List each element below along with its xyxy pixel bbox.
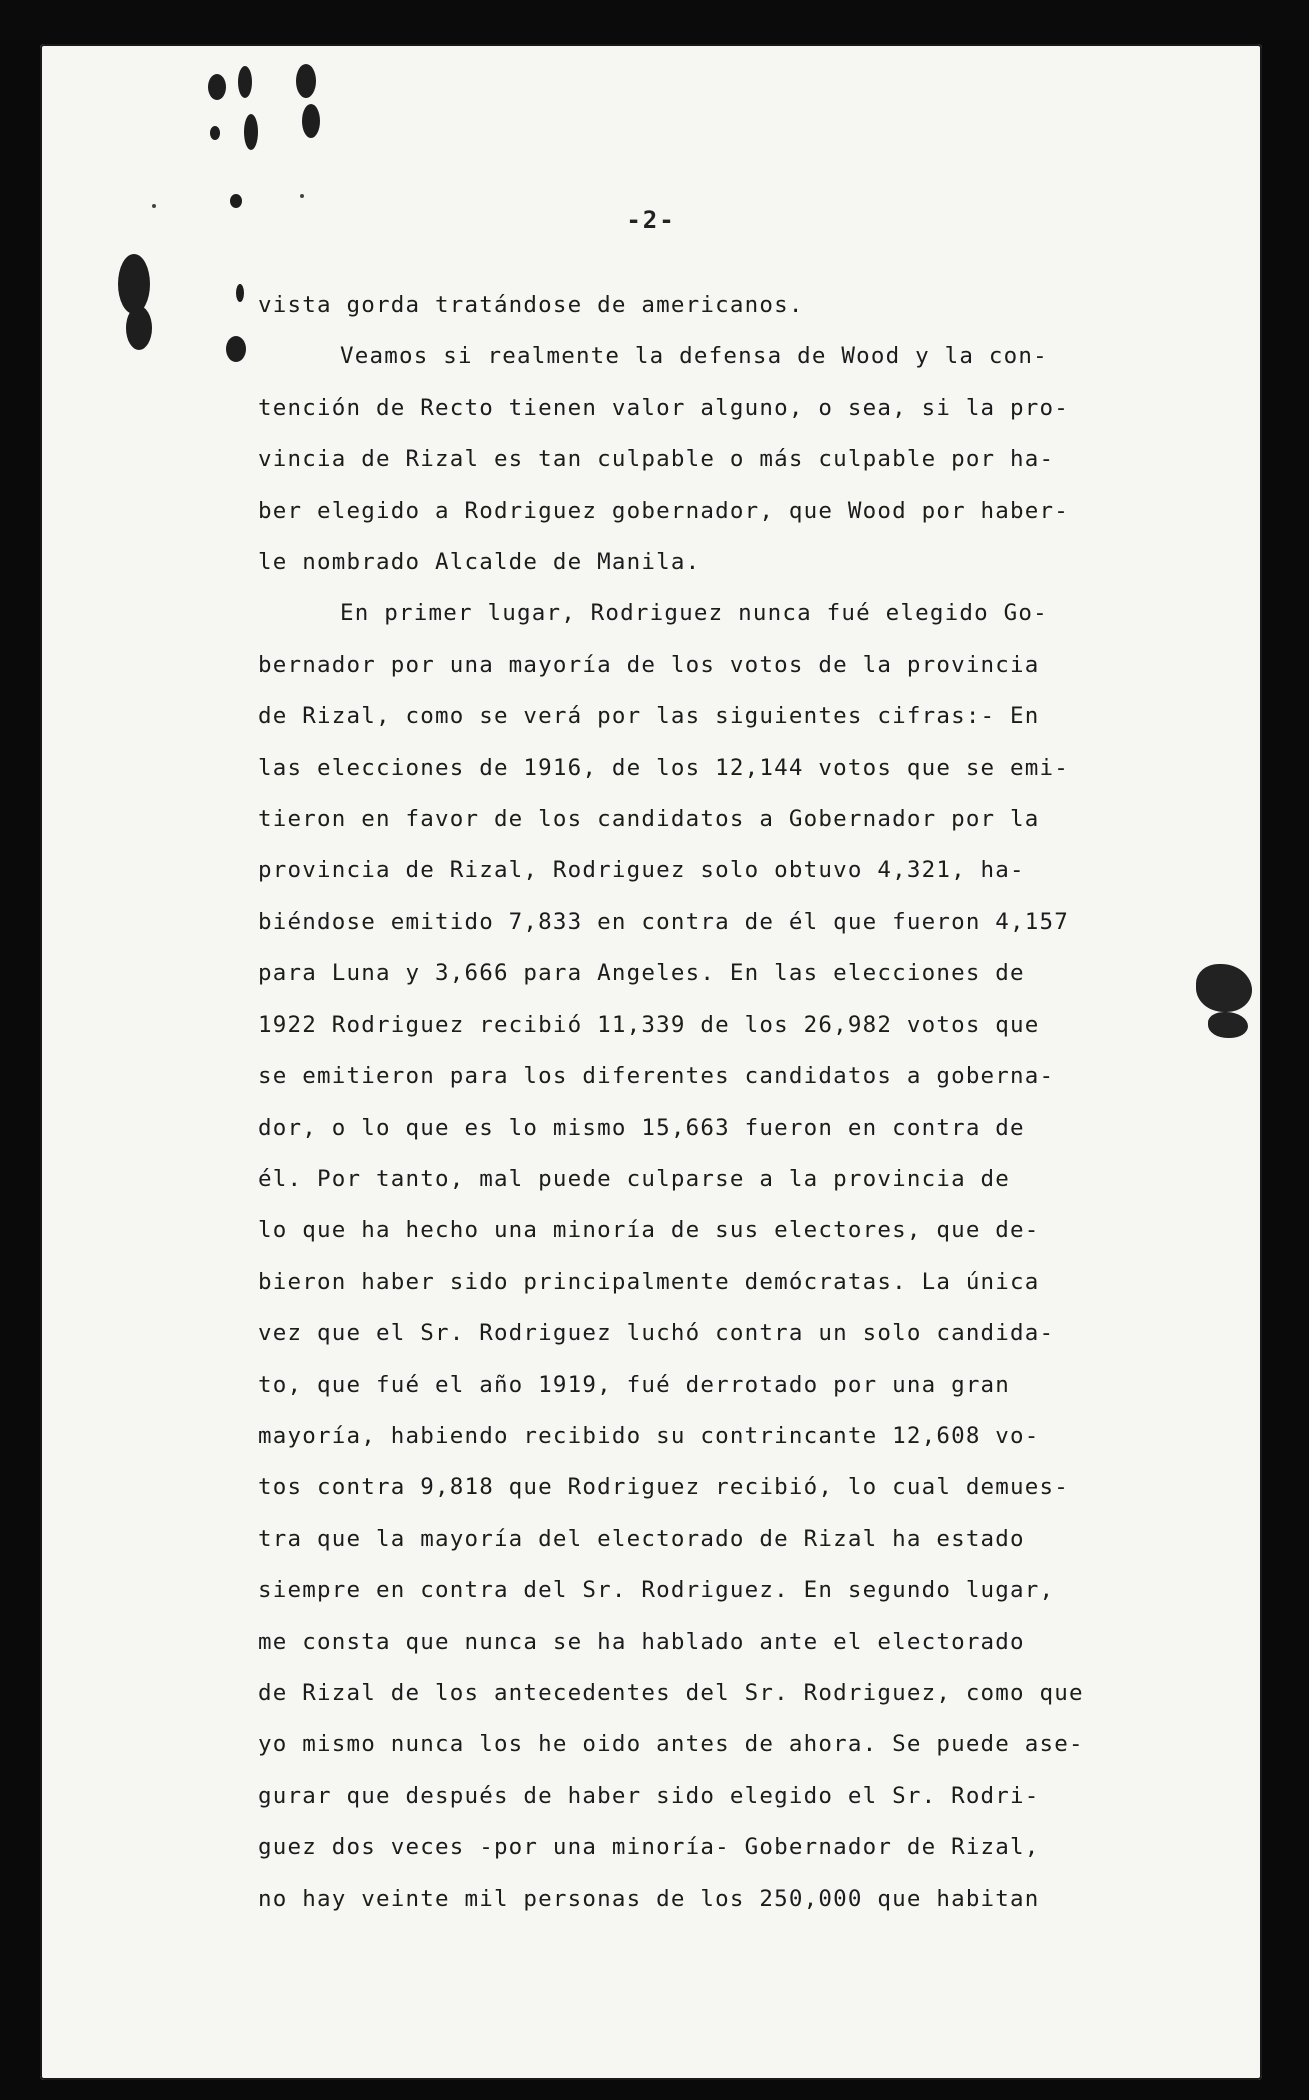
binding-mark bbox=[302, 104, 320, 138]
text-line: dor, o lo que es lo mismo 15,663 fueron en contra de bbox=[258, 1114, 1025, 1141]
binding-mark bbox=[236, 284, 244, 302]
text-line: le nombrado Alcalde de Manila. bbox=[258, 549, 701, 576]
text-line: de Rizal de los antecedentes del Sr. Rodriguez, como que bbox=[258, 1679, 1084, 1706]
text-line: se emitieron para los diferentes candidatos a goberna- bbox=[258, 1063, 1055, 1090]
text-line: bieron haber sido principalmente demócratas. La única bbox=[258, 1268, 1040, 1295]
text-line: Veamos si realmente la defensa de Wood y la con- bbox=[340, 343, 1048, 370]
text-line: las elecciones de 1916, de los 12,144 votos que se emi- bbox=[258, 754, 1070, 781]
text-line: provincia de Rizal, Rodriguez solo obtuvo 4,321, ha- bbox=[258, 857, 1025, 884]
binding-mark bbox=[210, 126, 220, 140]
text-line: tos contra 9,818 que Rodriguez recibió, lo cual demues- bbox=[258, 1474, 1070, 1501]
text-line: vez que el Sr. Rodriguez luchó contra un solo candida- bbox=[258, 1320, 1055, 1347]
text-line: de Rizal, como se verá por las siguientes cifras:- En bbox=[258, 703, 1040, 730]
text-line: no hay veinte mil personas de los 250,000 que habitan bbox=[258, 1885, 1040, 1912]
page-number: -2- bbox=[626, 206, 676, 234]
text-line: tención de Recto tienen valor alguno, o sea, si la pro- bbox=[258, 394, 1070, 421]
text-line: mayoría, habiendo recibido su contrincante 12,608 vo- bbox=[258, 1422, 1040, 1449]
binding-mark bbox=[208, 74, 226, 100]
speck bbox=[300, 194, 304, 198]
text-line: siempre en contra del Sr. Rodriguez. En segundo lugar, bbox=[258, 1577, 1055, 1604]
binding-mark bbox=[238, 66, 252, 98]
text-line: lo que ha hecho una minoría de sus electores, que de- bbox=[258, 1217, 1040, 1244]
text-line: guez dos veces -por una minoría- Gobernador de Rizal, bbox=[258, 1834, 1040, 1861]
text-line: ber elegido a Rodriguez gobernador, que Wood por haber- bbox=[258, 497, 1070, 524]
text-line: 1922 Rodriguez recibió 11,339 de los 26,982 votos que bbox=[258, 1011, 1040, 1038]
document-page bbox=[40, 44, 1262, 2080]
text-line: bernador por una mayoría de los votos de la provincia bbox=[258, 651, 1040, 678]
text-line: tra que la mayoría del electorado de Rizal ha estado bbox=[258, 1525, 1025, 1552]
binding-mark bbox=[226, 336, 246, 362]
text-line: to, que fué el año 1919, fué derrotado por una gran bbox=[258, 1371, 1011, 1398]
text-line: él. Por tanto, mal puede culparse a la provincia de bbox=[258, 1165, 1011, 1192]
body-text bbox=[258, 280, 1128, 1925]
text-line: vista gorda tratándose de americanos. bbox=[258, 292, 804, 318]
text-line: vincia de Rizal es tan culpable o más culpable por ha- bbox=[258, 446, 1055, 473]
binding-mark bbox=[244, 114, 258, 150]
text-line: gurar que después de haber sido elegido el Sr. Rodri- bbox=[258, 1782, 1040, 1809]
text-line: yo mismo nunca los he oido antes de ahora. Se puede ase- bbox=[258, 1731, 1084, 1758]
binding-mark bbox=[118, 254, 150, 314]
text-line: En primer lugar, Rodriguez nunca fué elegido Go- bbox=[340, 600, 1048, 627]
binding-mark bbox=[126, 306, 152, 350]
text-line: biéndose emitido 7,833 en contra de él que fueron 4,157 bbox=[258, 908, 1070, 935]
text-line: tieron en favor de los candidatos a Gobernador por la bbox=[258, 806, 1040, 833]
text-line: me consta que nunca se ha hablado ante el electorado bbox=[258, 1628, 1025, 1655]
scan-border-top bbox=[0, 0, 1309, 40]
ink-blot bbox=[1208, 1012, 1248, 1038]
text-line: para Luna y 3,666 para Angeles. En las elecciones de bbox=[258, 960, 1025, 987]
ink-blot bbox=[1196, 964, 1252, 1012]
binding-mark bbox=[296, 64, 316, 98]
